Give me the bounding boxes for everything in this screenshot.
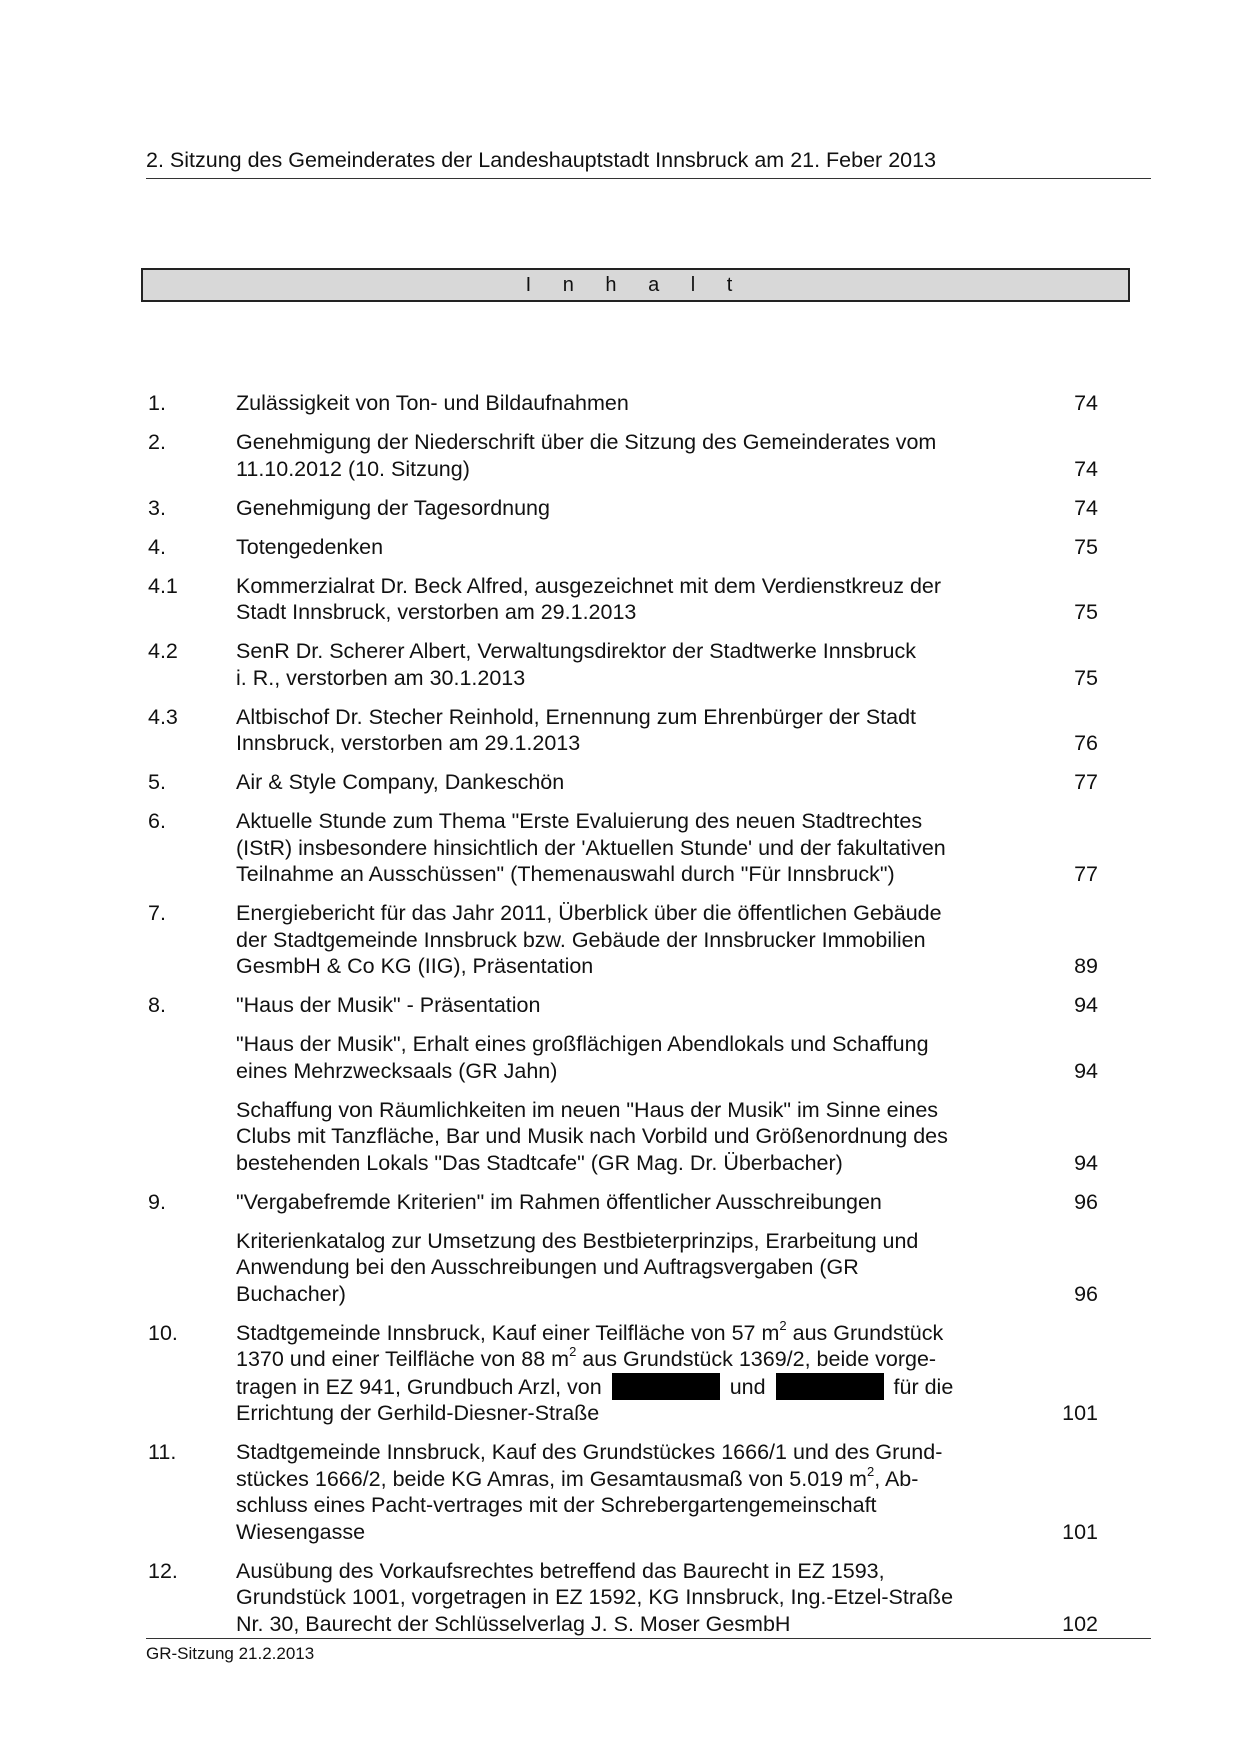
toc-entry-page: 76 bbox=[1074, 731, 1098, 755]
toc-entry-page: 96 bbox=[1074, 1281, 1098, 1306]
toc-entry-number: 4.3 bbox=[148, 704, 178, 729]
toc-entry-text: Anwendung bei den Ausschreibungen und Auftragsvergaben (GR bbox=[236, 1255, 859, 1279]
toc-entry-page: 102 bbox=[1062, 1611, 1098, 1636]
toc-entry-text: Teilnahme an Ausschüssen" (Themenauswahl durch "Für Innsbruck") bbox=[236, 862, 895, 886]
toc-entry bbox=[148, 1031, 1098, 1084]
toc-entry-page: 101 bbox=[1062, 1401, 1098, 1425]
toc-entry-text: Kommerzialrat Dr. Beck Alfred, ausgezeichnet mit dem Verdienstkreuz der bbox=[236, 573, 942, 598]
toc-entry-text: Aktuelle Stunde zum Thema "Erste Evaluierung des neuen Stadtrechtes bbox=[236, 809, 923, 833]
toc-entry-page: 77 bbox=[1074, 770, 1098, 794]
toc-entry-text: "Haus der Musik" - Präsentation bbox=[236, 993, 541, 1017]
toc-entry-page: 94 bbox=[1074, 1058, 1098, 1083]
toc-entry-text: "Vergabefremde Kriterien" im Rahmen öffentlicher Ausschreibungen bbox=[236, 1189, 882, 1214]
superscript: 2 bbox=[779, 1317, 787, 1333]
toc-entry-text: Innsbruck, verstorben am 29.1.2013 bbox=[236, 731, 581, 755]
toc-entry bbox=[148, 638, 1098, 691]
toc-entry-text: Errichtung der Gerhild-Diesner-Straße bbox=[236, 1401, 600, 1425]
toc-entry bbox=[148, 534, 1098, 561]
toc-entry-text: 11.10.2012 (10. Sitzung) bbox=[236, 456, 470, 481]
toc-entry bbox=[148, 1558, 1098, 1638]
toc-entry-text: Nr. 30, Baurecht der Schlüsselverlag J. S. Moser GesmbH bbox=[236, 1611, 791, 1636]
toc-entry-text: "Haus der Musik", Erhalt eines großflächigen Abendlokals und Schaffung bbox=[236, 1032, 929, 1056]
toc-entry-text: Wiesengasse bbox=[236, 1519, 366, 1544]
toc-entry-text: schluss eines Pacht-vertrages mit der Schrebergartengemeinschaft bbox=[236, 1493, 877, 1517]
toc-entry-number: 11. bbox=[148, 1440, 177, 1464]
toc-entry-page: 74 bbox=[1074, 456, 1098, 481]
toc-entry bbox=[148, 429, 1098, 482]
table-of-contents bbox=[148, 390, 1098, 1650]
toc-entry-page: 94 bbox=[1074, 1150, 1098, 1175]
toc-entry bbox=[148, 900, 1098, 980]
toc-entry bbox=[148, 808, 1098, 888]
toc-entry-page: 101 bbox=[1062, 1519, 1098, 1544]
toc-entry-text: Grundstück 1001, vorgetragen in EZ 1592, KG Innsbruck, Ing.-Etzel-Straße bbox=[236, 1585, 954, 1609]
toc-entry bbox=[148, 495, 1098, 522]
document-header: 2. Sitzung des Gemeinderates der Landeshauptstadt Innsbruck am 21. Feber 2013 bbox=[146, 146, 1151, 179]
toc-entry-text: eines Mehrzwecksaals (GR Jahn) bbox=[236, 1058, 558, 1083]
toc-entry bbox=[148, 1317, 1098, 1427]
toc-entry-text: Stadt Innsbruck, verstorben am 29.1.2013 bbox=[236, 600, 637, 624]
toc-entry-text: Ausübung des Vorkaufsrechtes betreffend das Baurecht in EZ 1593, bbox=[236, 1558, 885, 1583]
superscript: 2 bbox=[866, 1463, 875, 1479]
toc-entry-page: 96 bbox=[1074, 1189, 1098, 1214]
toc-entry-number: 2. bbox=[148, 430, 166, 454]
toc-entry-page: 77 bbox=[1074, 862, 1098, 886]
toc-entry-text: Schaffung von Räumlichkeiten im neuen "Haus der Musik" im Sinne eines bbox=[236, 1097, 939, 1122]
document-footer: GR-Sitzung 21.2.2013 bbox=[146, 1638, 1151, 1665]
redaction-block bbox=[776, 1373, 884, 1400]
toc-entry-number: 7. bbox=[148, 901, 166, 925]
toc-entry-number: 3. bbox=[148, 495, 166, 520]
toc-entry bbox=[148, 1228, 1098, 1308]
toc-entry-text: (IStR) insbesondere hinsichtlich der 'Aktuellen Stunde' und der fakultativen bbox=[236, 835, 946, 860]
toc-entry bbox=[148, 1189, 1098, 1216]
toc-entry-text: Altbischof Dr. Stecher Reinhold, Ernennung zum Ehrenbürger der Stadt bbox=[236, 704, 917, 729]
toc-entry-text: Buchacher) bbox=[236, 1281, 346, 1306]
toc-entry-number bbox=[148, 1097, 236, 1177]
toc-entry-text: Genehmigung der Niederschrift über die Sitzung des Gemeinderates vom bbox=[236, 430, 937, 454]
toc-entry-number: 1. bbox=[148, 391, 166, 415]
toc-entry-page: 74 bbox=[1074, 391, 1098, 415]
toc-entry-text: Air & Style Company, Dankeschön bbox=[236, 770, 565, 794]
toc-entry bbox=[148, 992, 1098, 1019]
toc-entry-number: 9. bbox=[148, 1189, 166, 1214]
redaction-block bbox=[612, 1373, 720, 1400]
toc-entry-number: 4. bbox=[148, 534, 166, 559]
toc-entry-page: 75 bbox=[1074, 600, 1098, 624]
toc-entry-text: Stadtgemeinde Innsbruck, Kauf einer Teilfläche von 57 $m^2$ aus Grundstück bbox=[236, 1317, 944, 1345]
toc-entry bbox=[148, 1097, 1098, 1177]
toc-entry-text: SenR Dr. Scherer Albert, Verwaltungsdirektor der Stadtwerke Innsbruck bbox=[236, 639, 916, 663]
toc-entry-number: 4.2 bbox=[148, 639, 178, 663]
toc-entry-number: 8. bbox=[148, 993, 166, 1017]
superscript: 2 bbox=[569, 1344, 577, 1359]
toc-entry-text: Genehmigung der Tagesordnung bbox=[236, 495, 550, 520]
toc-entry-text: Clubs mit Tanzfläche, Bar und Musik nach Vorbild und Größenordnung des bbox=[236, 1124, 948, 1148]
toc-entry-number: 6. bbox=[148, 809, 166, 833]
toc-entry bbox=[148, 573, 1098, 626]
toc-entry-number: 4.1 bbox=[148, 573, 178, 598]
toc-entry bbox=[148, 1439, 1098, 1545]
contents-title: I n h a l t bbox=[141, 268, 1130, 302]
toc-entry-page: 89 bbox=[1074, 954, 1098, 978]
toc-entry-page: 75 bbox=[1074, 665, 1098, 690]
toc-entry-text: Zulässigkeit von Ton- und Bildaufnahmen bbox=[236, 391, 629, 415]
toc-entry-text: Totengedenken bbox=[236, 534, 384, 559]
toc-entry-text: stückes 1666/2, beide KG Amras, im Gesamtausmaß von 5.019 $m^2$, Ab- bbox=[236, 1463, 919, 1491]
toc-entry bbox=[148, 704, 1098, 757]
toc-entry-number: 10. bbox=[148, 1320, 178, 1345]
toc-entry-text: der Stadtgemeinde Innsbruck bzw. Gebäude der Innsbrucker Immobilien bbox=[236, 927, 926, 952]
toc-entry-number bbox=[148, 1228, 236, 1308]
toc-entry-text: tragen in EZ 941, Grundbuch Arzl, von und für die bbox=[236, 1374, 954, 1399]
toc-entry-number: 5. bbox=[148, 770, 166, 794]
toc-entry-text: bestehenden Lokals "Das Stadtcafe" (GR Mag. Dr. Überbacher) bbox=[236, 1150, 843, 1175]
toc-entry-text: GesmbH & Co KG (IIG), Präsentation bbox=[236, 954, 594, 978]
toc-entry-text: 1370 und einer Teilfläche von 88 $m^2$ aus Grundstück 1369/2, beide vorge- bbox=[236, 1344, 937, 1371]
toc-entry bbox=[148, 769, 1098, 796]
toc-entry-page: 94 bbox=[1074, 993, 1098, 1017]
toc-entry-number bbox=[148, 1031, 236, 1084]
toc-entry-text: i. R., verstorben am 30.1.2013 bbox=[236, 665, 526, 690]
toc-entry-page: 75 bbox=[1074, 534, 1098, 559]
toc-entry-number: 12. bbox=[148, 1558, 178, 1583]
toc-entry-text: Energiebericht für das Jahr 2011, Überblick über die öffentlichen Gebäude bbox=[236, 901, 942, 925]
toc-entry-page: 74 bbox=[1074, 495, 1098, 520]
toc-entry-text: Stadtgemeinde Innsbruck, Kauf des Grundstückes 1666/1 und des Grund- bbox=[236, 1440, 943, 1464]
toc-entry-text: Kriterienkatalog zur Umsetzung des Bestbieterprinzips, Erarbeitung und bbox=[236, 1228, 919, 1253]
toc-entry bbox=[148, 390, 1098, 417]
